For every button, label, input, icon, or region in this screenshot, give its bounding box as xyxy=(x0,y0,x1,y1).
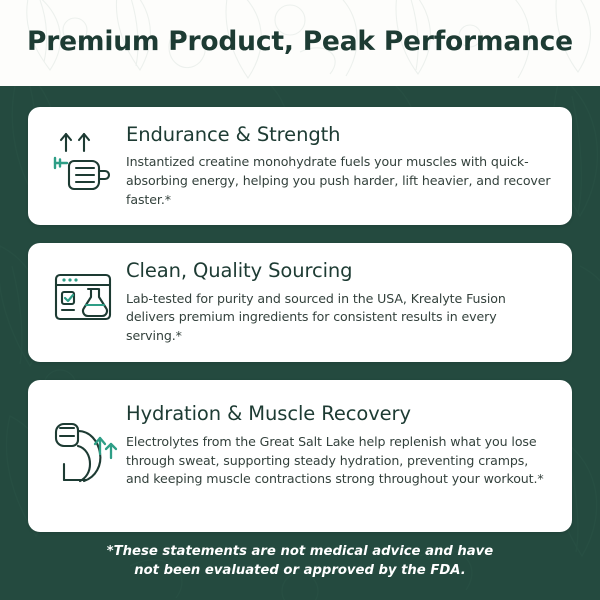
feature-card-title: Hydration & Muscle Recovery xyxy=(126,401,411,425)
feature-card-title: Endurance & Strength xyxy=(126,123,341,146)
feature-card-body: Instantized creatine monohydrate fuels your muscles with quick-absorbing energy, helping you push harder, lift heavier, and recover faster.* xyxy=(126,154,551,207)
flexed-fist-dumbbell-up-arrows-icon xyxy=(46,123,124,197)
flexed-bicep-arm-up-arrows-icon xyxy=(46,402,124,488)
disclaimer xyxy=(0,542,600,580)
feature-card-hydration xyxy=(28,380,572,532)
body-band xyxy=(0,86,600,600)
feature-card-text xyxy=(124,402,552,489)
header-band xyxy=(0,0,600,86)
lab-flask-checklist-icon xyxy=(46,259,124,333)
feature-card-body: Electrolytes from the Great Salt Lake help replenish what you lose through sweat, supporting steady hydration, preventing cramps, and keeping muscle contractions strong throughout your workout.* xyxy=(126,433,544,487)
disclaimer-line-2: not been evaluated or approved by the FDA. xyxy=(134,562,466,578)
page-title: Premium Product, Peak Performance xyxy=(27,25,573,57)
feature-card-body: Lab-tested for purity and sourced in the USA, Krealyte Fusion delivers premium ingredients for consistent results in every serving.* xyxy=(126,290,506,343)
feature-card-sourcing xyxy=(28,243,572,361)
feature-card-list xyxy=(0,86,600,550)
feature-card-title: Clean, Quality Sourcing xyxy=(126,259,353,283)
feature-card-text xyxy=(124,259,552,345)
disclaimer-line-1: *These statements are not medical advice and have xyxy=(106,543,494,559)
feature-card-text xyxy=(124,123,552,209)
feature-card-endurance xyxy=(28,107,572,225)
